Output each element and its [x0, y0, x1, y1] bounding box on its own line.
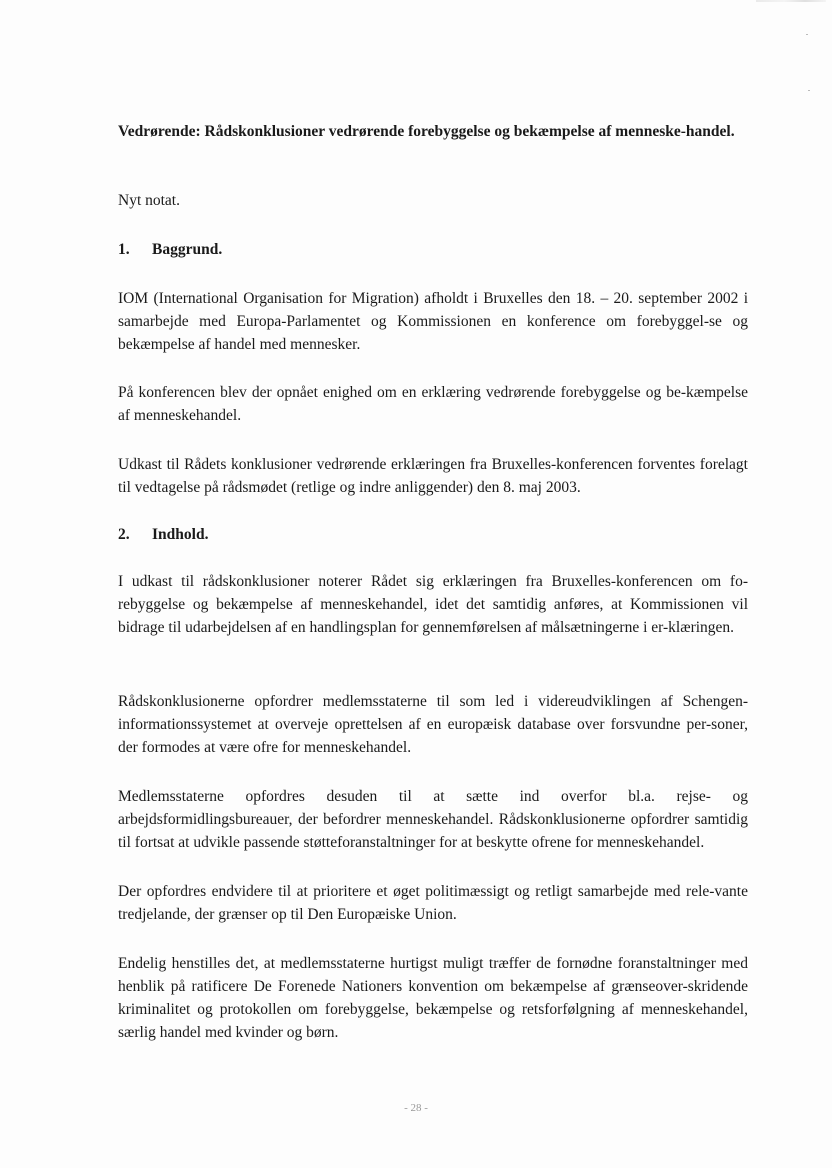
section-number: 1. [118, 241, 130, 258]
paragraph: Rådskonklusionerne opfordrer medlemsstaterne til som led i videreudviklingen af Schengen-informationssystemet at overveje oprettelsen af en europæisk database over forsvundne per-soner, der formodes at være ofre for menneskehandel. [118, 693, 748, 756]
paragraph: Endelig henstilles det, at medlemsstaterne hurtigst muligt træffer de fornødne foranstaltninger med henblik på ratificere De Forenede Nationers konvention om bekæmpelse af grænseover-skridende kriminalitet og protokollen om forebyggelse, bekæmpelse og retsforfølgning af menneskehandel, særlig handel med kvinder og børn. [118, 955, 748, 1041]
paragraph: I udkast til rådskonklusioner noterer Rådet sig erklæringen fra Bruxelles-konferencen om fo-rebyggelse og bekæmpelse af menneskehandel, idet det samtidig anføres, at Kommissionen vil bidrage til udarbejdelsen af en handlingsplan for gennemførelsen af målsætningerne i er-klæringen. [118, 573, 748, 636]
document-title: Vedrørende: Rådskonklusioner vedrørende forebyggelse og bekæmpelse af menneske-handel. [118, 123, 735, 140]
section-heading-baggrund [118, 238, 748, 261]
paragraph: Udkast til Rådets konklusioner vedrørende erklæringen fra Bruxelles-konferencen forventes forelagt til vedtagelse på rådsmødet (retlige og indre anliggender) den 8. maj 2003. [118, 456, 748, 496]
paragraph: IOM (International Organisation for Migration) afholdt i Bruxelles den 18. – 20. september 2002 i samarbejde med Europa-Parlamentet og Kommissionen en konference om forebyggel-se og bekæmpelse af handel med mennesker. [118, 290, 748, 353]
paragraph: Der opfordres endvidere til at prioritere et øget politimæssigt og retligt samarbejde med rele-vante tredjelande, der grænser op til Den Europæiske Union. [118, 883, 748, 923]
section-title: Indhold. [152, 526, 209, 543]
note-label: Nyt notat. [118, 192, 180, 209]
scan-speck [806, 34, 808, 35]
page-number: - 28 - [404, 1102, 428, 1114]
scan-speck [808, 90, 810, 91]
paragraph: Medlemsstaterne opfordres desuden til at sætte ind overfor bl.a. rejse- og arbejdsformidlingsbureauer, der befordrer menneskehandel. Rådskonklusionerne opfordrer samtidig til fortsat at udvikle passende støtteforanstaltninger for at beskytte ofrene for menneskehandel. [118, 788, 748, 851]
section-heading-indhold [118, 523, 748, 546]
section-number: 2. [118, 526, 130, 543]
section-title: Baggrund. [152, 241, 223, 258]
paragraph: På konferencen blev der opnået enighed om en erklæring vedrørende forebyggelse og be-kæmpelse af menneskehandel. [118, 384, 748, 424]
scan-artifact [756, 0, 826, 2]
